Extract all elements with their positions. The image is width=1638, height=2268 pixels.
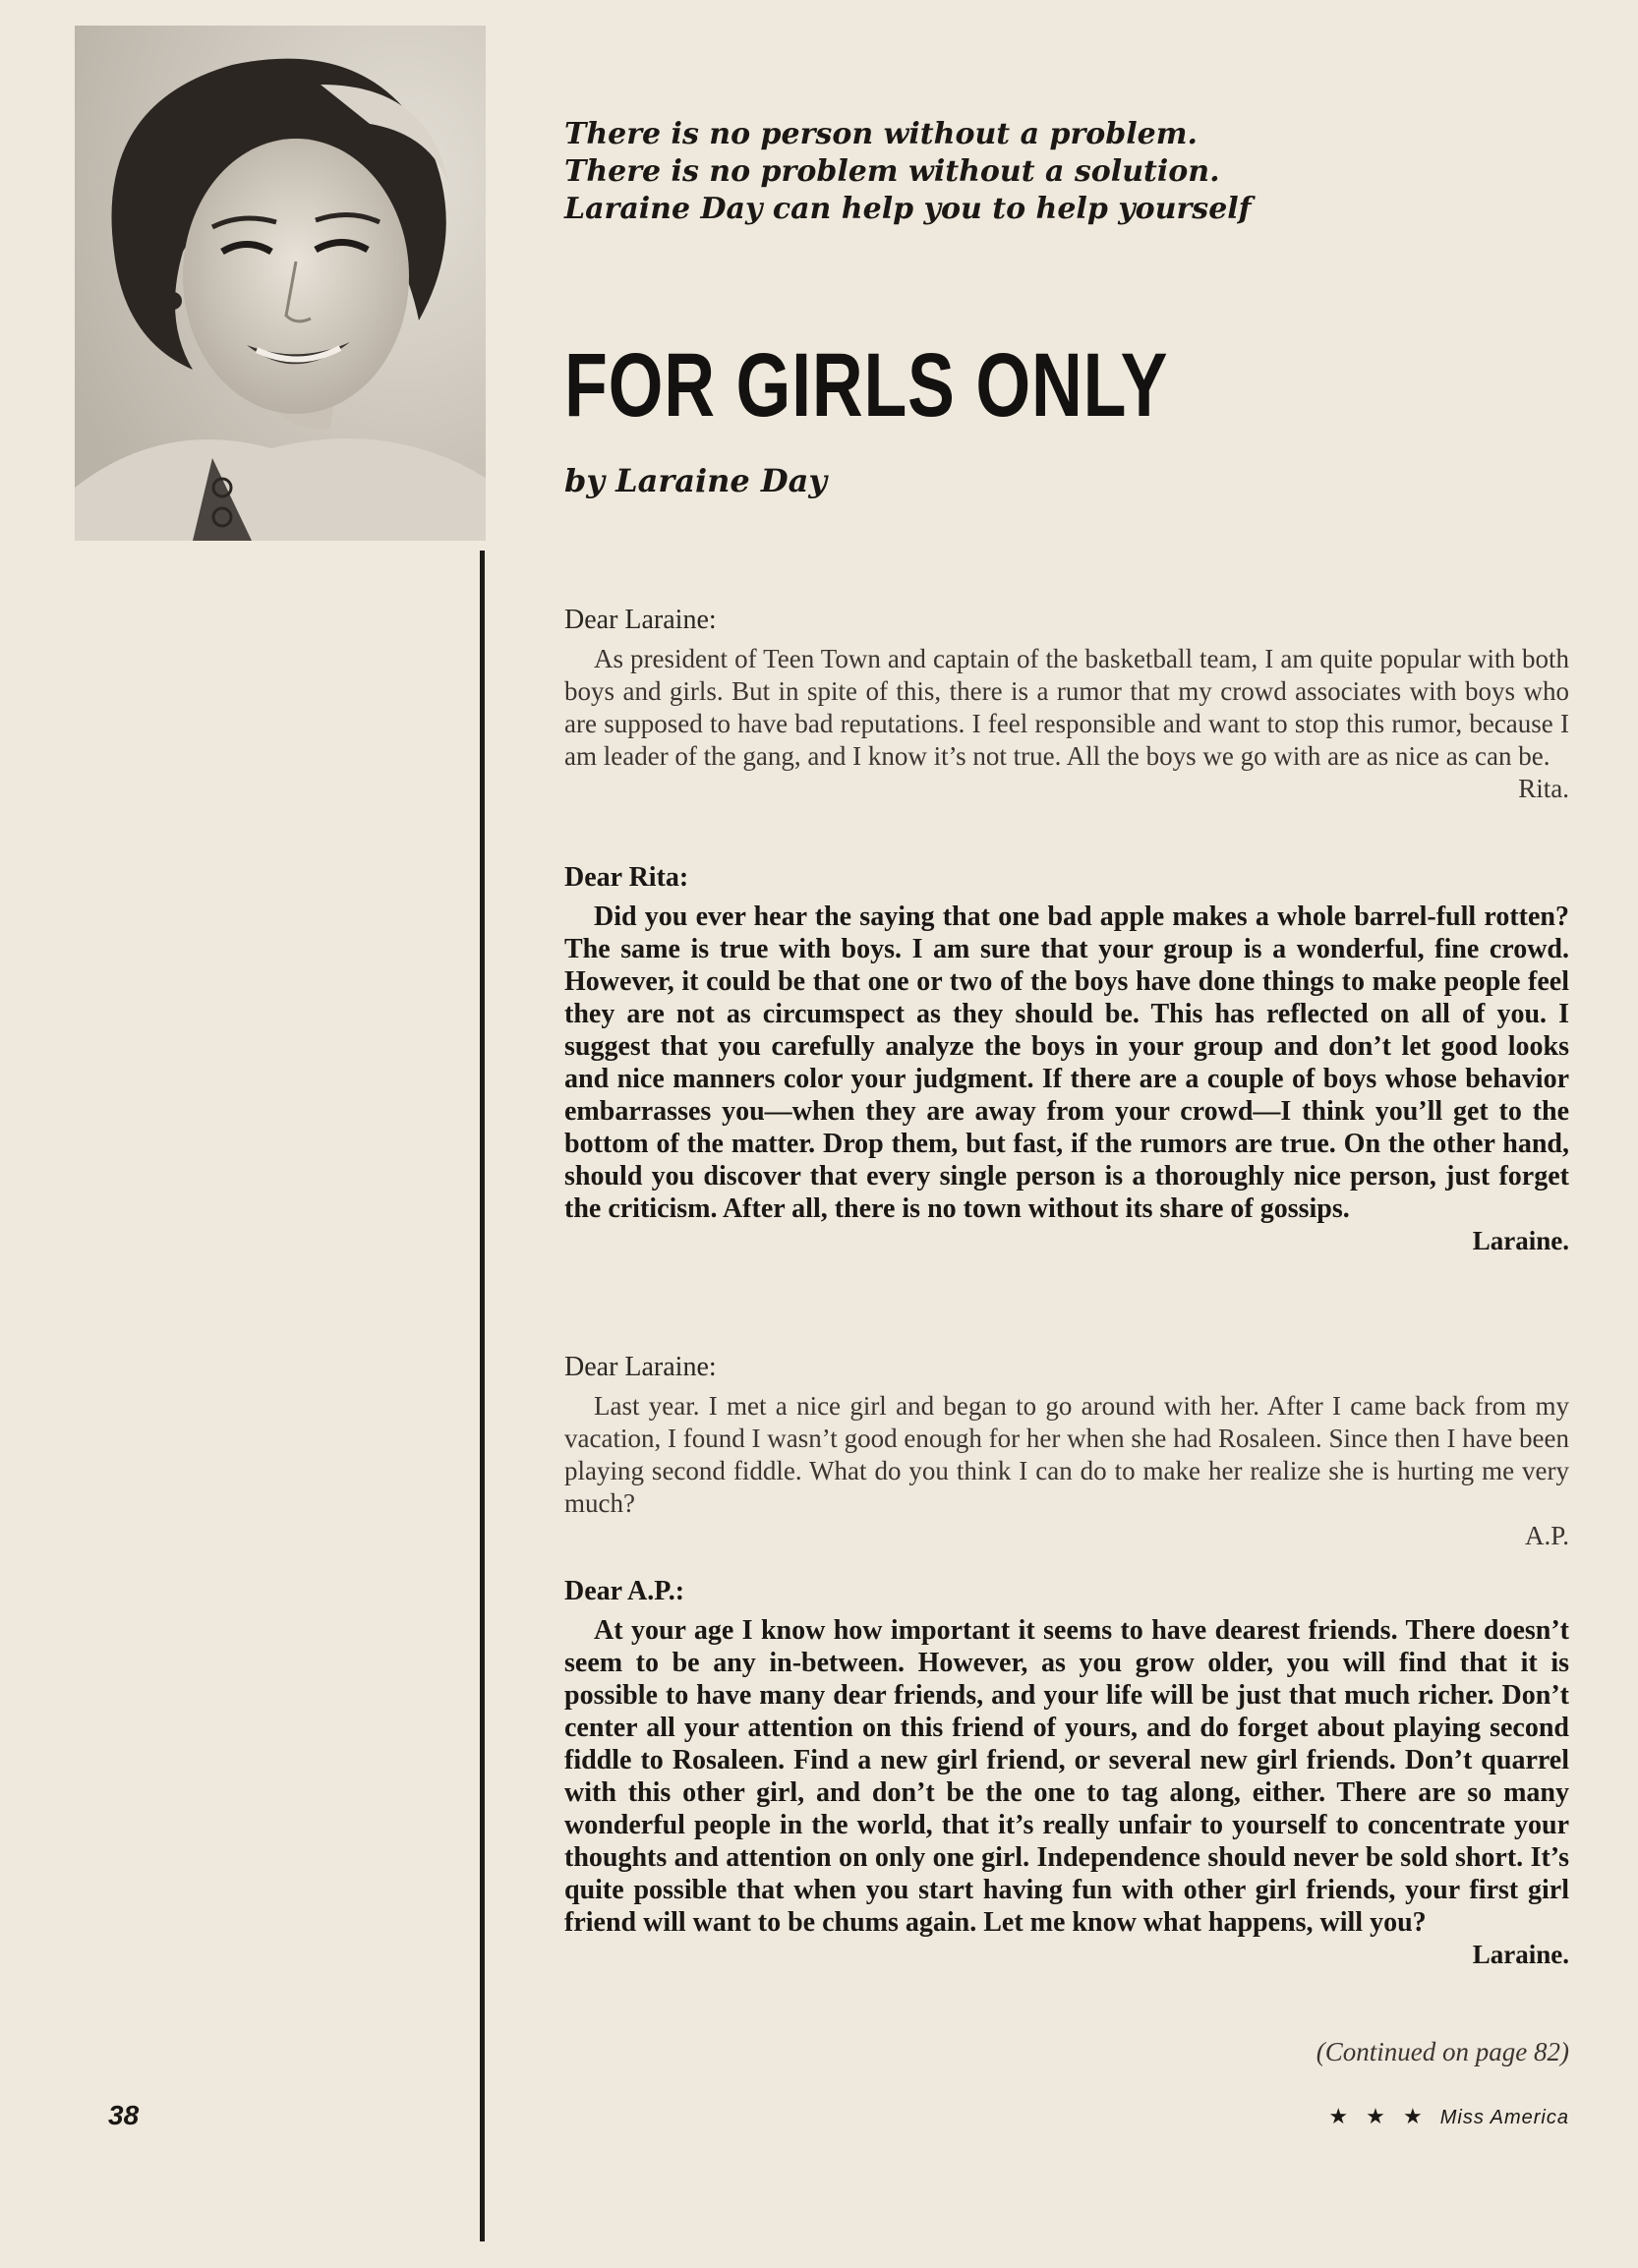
magazine-name: Miss America — [1439, 2107, 1569, 2128]
portrait-illustration — [75, 26, 486, 541]
letter-salutation: Dear Laraine: — [564, 1352, 717, 1382]
reply-salutation: Dear Rita: — [564, 862, 689, 893]
reply-body: Did you ever hear the saying that one bad apple makes a whole barrel-full rotten? The same is true with boys. I am sure that your group is a wonderful, fine crowd. However, it could be that one or two of the boys have done things to make people feel they are not as circumspect as they should be. This has reflected on all of you. I suggest that you carefully analyze the boys in your group and don’t let good looks and nice manners color your judgment. If there are a couple of boys whose behavior embarrasses you—when they are away from your crowd—I think you’ll get to the bottom of the matter. Drop them, but fast, if the rumors are true. On the other hand, should you discover that every single person is a thoroughly nice person, just forget the criticism. After all, there is no town without its share of gossips. — [564, 901, 1569, 1224]
continued-note: (Continued on page 82) — [1316, 2037, 1569, 2066]
letter-signature: Rita. — [1518, 774, 1569, 803]
reply-salutation: Dear A.P.: — [564, 1576, 685, 1606]
tagline-line: There is no person without a problem. — [564, 117, 1198, 151]
author-portrait-photo — [75, 26, 486, 541]
column-divider — [480, 551, 485, 2241]
page-number: 38 — [108, 2100, 140, 2130]
reader-letter — [564, 604, 1569, 805]
reply-body: At your age I know how important it seems to have dearest friends. There doesn’t seem to be any in-between. However, as you grow older, you will find that it is possible to have many dear friends, and your life will be just that much richer. Don’t center all your attention on this friend of yours, and do forget about playing second fiddle to Rosaleen. Find a new girl friend, or several new girl friends. Don’t quarrel with this other girl, and don’t be the one to tag along, either. There are so many wonderful people in the world, that it’s really unfair to yourself to concentrate your thoughts and attention on only one girl. Independence should never be sold short. It’s quite possible that when you start having fun with other girl friends, your first girl friend will want to be chums again. Let me know what happens, will you? — [564, 1615, 1569, 1938]
tagline — [564, 116, 1449, 228]
byline: by Laraine Day — [564, 462, 827, 499]
article-title: FOR GIRLS ONLY — [564, 335, 1169, 436]
reply-signature: Laraine. — [1472, 1940, 1569, 1969]
letter-salutation: Dear Laraine: — [564, 605, 717, 635]
star-icon: ★ ★ ★ — [1328, 2104, 1429, 2128]
letter-body: Last year. I met a nice girl and began to go around with her. After I came back from my vacation, I found I wasn’t good enough for her when she had Rosaleen. Since then I have been playing second fiddle. What do you think I can do to make her realize she is hurting me very much? — [564, 1391, 1569, 1518]
reply-signature: Laraine. — [1472, 1226, 1569, 1255]
letter-body: As president of Teen Town and captain of the basketball team, I am quite popular with both boys and girls. But in spite of this, there is a rumor that my crowd associates with boys who are supposed to have bad reputations. I feel responsible and want to stop this rumor, because I am leader of the gang, and I know it’s not true. All the boys we go with are as nice as can be. — [564, 644, 1569, 771]
tagline-line: Laraine Day can help you to help yourself — [564, 192, 1252, 226]
advice-reply — [564, 1575, 1569, 1971]
advice-reply — [564, 861, 1569, 1257]
tagline-line: There is no problem without a solution. — [564, 154, 1220, 189]
magazine-footer — [1328, 2104, 1569, 2129]
letter-signature: A.P. — [1524, 1521, 1569, 1550]
reader-letter — [564, 1351, 1569, 1552]
